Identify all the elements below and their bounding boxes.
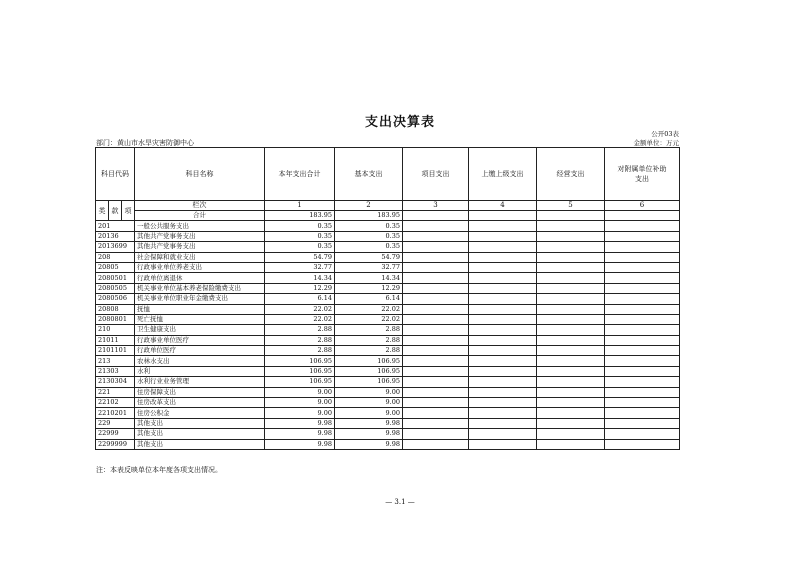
row-basic: 6.14 [335, 294, 403, 304]
table-row [96, 439, 680, 449]
row-code: 2210201 [96, 408, 135, 418]
row-total: 0.35 [265, 221, 335, 231]
row-project [403, 262, 469, 272]
row-total: 2.88 [265, 325, 335, 335]
row-basic: 0.35 [335, 221, 403, 231]
row-code: 21303 [96, 366, 135, 376]
row-total: 0.35 [265, 242, 335, 252]
row-remit [469, 418, 537, 428]
row-total: 22.02 [265, 314, 335, 324]
row-basic: 22.02 [335, 304, 403, 314]
col-code: 科目代码 [96, 148, 135, 201]
row-remit [469, 325, 537, 335]
row-total: 6.14 [265, 294, 335, 304]
col-remit: 上缴上级支出 [469, 148, 537, 201]
col-num-3: 3 [403, 201, 469, 211]
row-basic: 2.88 [335, 325, 403, 335]
row-operate [537, 418, 605, 428]
row-subsidy [605, 314, 680, 324]
row-operate [537, 429, 605, 439]
row-code: 2080501 [96, 273, 135, 283]
row-total: 9.98 [265, 418, 335, 428]
row-basic: 9.98 [335, 439, 403, 449]
table-row [96, 283, 680, 293]
row-remit [469, 252, 537, 262]
row-subsidy [605, 366, 680, 376]
row-code: 208 [96, 252, 135, 262]
row-total: 9.00 [265, 408, 335, 418]
row-basic: 9.00 [335, 408, 403, 418]
row-name: 住房保障支出 [135, 387, 265, 397]
table-row [96, 335, 680, 345]
row-operate [537, 262, 605, 272]
form-number: 公开03表 [651, 130, 679, 138]
row-total: 9.00 [265, 387, 335, 397]
row-subsidy [605, 429, 680, 439]
row-project [403, 439, 469, 449]
row-name: 行政事业单位医疗 [135, 335, 265, 345]
row-project [403, 304, 469, 314]
row-code: 2101101 [96, 346, 135, 356]
row-name: 其他支出 [135, 439, 265, 449]
table-row [96, 346, 680, 356]
row-name: 死亡抚恤 [135, 314, 265, 324]
row-subsidy [605, 346, 680, 356]
row-code: 2130304 [96, 377, 135, 387]
row-project [403, 273, 469, 283]
row-total: 9.98 [265, 439, 335, 449]
row-remit [469, 387, 537, 397]
row-operate [537, 294, 605, 304]
col-name: 科目名称 [135, 148, 265, 201]
expenditure-table [95, 147, 680, 450]
row-name: 抚恤 [135, 304, 265, 314]
row-code: 22999 [96, 429, 135, 439]
table-row [96, 221, 680, 231]
row-project [403, 231, 469, 241]
row-remit [469, 377, 537, 387]
row-operate [537, 408, 605, 418]
row-basic: 12.29 [335, 283, 403, 293]
row-basic: 54.79 [335, 252, 403, 262]
col-operate: 经营支出 [537, 148, 605, 201]
row-project [403, 377, 469, 387]
row-basic: 106.95 [335, 366, 403, 376]
row-operate [537, 273, 605, 283]
row-remit [469, 314, 537, 324]
col-lanci: 栏次 [135, 201, 265, 211]
row-subsidy [605, 294, 680, 304]
row-remit [469, 231, 537, 241]
row-remit [469, 283, 537, 293]
row-project [403, 252, 469, 262]
row-operate [537, 387, 605, 397]
table-row [96, 231, 680, 241]
row-code: 2013699 [96, 242, 135, 252]
row-code: 2080505 [96, 283, 135, 293]
row-remit [469, 408, 537, 418]
row-name: 一般公共服务支出 [135, 221, 265, 231]
row-basic: 9.00 [335, 398, 403, 408]
row-remit [469, 242, 537, 252]
row-name: 卫生健康支出 [135, 325, 265, 335]
total-sum: 183.95 [265, 211, 335, 221]
row-basic: 2.88 [335, 335, 403, 345]
col-xiang: 项 [122, 201, 135, 221]
table-row [96, 398, 680, 408]
row-subsidy [605, 221, 680, 231]
row-name: 行政单位医疗 [135, 346, 265, 356]
row-code: 221 [96, 387, 135, 397]
row-total: 106.95 [265, 377, 335, 387]
table-row [96, 252, 680, 262]
row-name: 行政单位离退休 [135, 273, 265, 283]
row-total: 2.88 [265, 335, 335, 345]
row-subsidy [605, 335, 680, 345]
row-project [403, 242, 469, 252]
row-remit [469, 429, 537, 439]
table-row [96, 314, 680, 324]
row-total: 0.35 [265, 231, 335, 241]
row-operate [537, 346, 605, 356]
table-row [96, 408, 680, 418]
row-code: 2299999 [96, 439, 135, 449]
row-project [403, 294, 469, 304]
row-basic: 2.88 [335, 346, 403, 356]
row-project [403, 408, 469, 418]
row-project [403, 335, 469, 345]
row-project [403, 283, 469, 293]
row-remit [469, 304, 537, 314]
row-name: 住房改革支出 [135, 398, 265, 408]
row-code: 20808 [96, 304, 135, 314]
col-num-4: 4 [469, 201, 537, 211]
col-subsidy: 对附属单位补助支出 [605, 148, 680, 201]
row-subsidy [605, 377, 680, 387]
row-name: 行政事业单位养老支出 [135, 262, 265, 272]
row-remit [469, 366, 537, 376]
row-operate [537, 335, 605, 345]
header-row [96, 148, 680, 201]
row-basic: 14.34 [335, 273, 403, 283]
table-row [96, 418, 680, 428]
row-total: 12.29 [265, 283, 335, 293]
row-operate [537, 439, 605, 449]
row-project [403, 325, 469, 335]
row-name: 其他支出 [135, 418, 265, 428]
total-label: 合计 [135, 211, 265, 221]
table-row [96, 387, 680, 397]
col-num-2: 2 [335, 201, 403, 211]
row-name: 社会保障和就业支出 [135, 252, 265, 262]
row-remit [469, 356, 537, 366]
row-code: 213 [96, 356, 135, 366]
row-subsidy [605, 252, 680, 262]
row-subsidy [605, 325, 680, 335]
row-operate [537, 221, 605, 231]
row-operate [537, 242, 605, 252]
amount-unit-label: 金额单位：万元 [633, 139, 679, 147]
col-num-5: 5 [537, 201, 605, 211]
row-subsidy [605, 356, 680, 366]
row-project [403, 314, 469, 324]
row-subsidy [605, 439, 680, 449]
row-operate [537, 356, 605, 366]
row-name: 农林水支出 [135, 356, 265, 366]
row-total: 54.79 [265, 252, 335, 262]
row-code: 229 [96, 418, 135, 428]
table-row [96, 262, 680, 272]
page-title: 支出决算表 [364, 115, 435, 130]
row-remit [469, 273, 537, 283]
row-operate [537, 398, 605, 408]
row-code: 20136 [96, 231, 135, 241]
row-total: 9.98 [265, 429, 335, 439]
table-row [96, 366, 680, 376]
table-row [96, 377, 680, 387]
row-name: 机关事业单位基本养老保险缴费支出 [135, 283, 265, 293]
table-row [96, 242, 680, 252]
table-row [96, 429, 680, 439]
row-name: 水利行业业务管理 [135, 377, 265, 387]
row-remit [469, 439, 537, 449]
row-basic: 9.00 [335, 387, 403, 397]
row-total: 106.95 [265, 356, 335, 366]
col-basic: 基本支出 [335, 148, 403, 201]
row-name: 住房公积金 [135, 408, 265, 418]
row-basic: 0.35 [335, 231, 403, 241]
row-basic: 9.98 [335, 418, 403, 428]
row-remit [469, 294, 537, 304]
row-code: 201 [96, 221, 135, 231]
row-subsidy [605, 398, 680, 408]
row-operate [537, 377, 605, 387]
row-operate [537, 366, 605, 376]
row-subsidy [605, 262, 680, 272]
row-project [403, 221, 469, 231]
row-subsidy [605, 283, 680, 293]
table-row [96, 325, 680, 335]
basic-sum: 183.95 [335, 211, 403, 221]
total-row [96, 211, 680, 221]
col-num-6: 6 [605, 201, 680, 211]
row-basic: 106.95 [335, 356, 403, 366]
row-project [403, 356, 469, 366]
row-basic: 9.98 [335, 429, 403, 439]
table-row [96, 294, 680, 304]
row-subsidy [605, 304, 680, 314]
row-name: 其他支出 [135, 429, 265, 439]
row-basic: 32.77 [335, 262, 403, 272]
col-lei: 类 [96, 201, 109, 221]
department-label: 部门：黄山市水旱灾害防御中心 [96, 139, 194, 147]
row-total: 9.00 [265, 398, 335, 408]
row-remit [469, 262, 537, 272]
row-total: 2.88 [265, 346, 335, 356]
row-name: 其他共产党事务支出 [135, 242, 265, 252]
col-num-1: 1 [265, 201, 335, 211]
row-code: 20805 [96, 262, 135, 272]
row-code: 210 [96, 325, 135, 335]
row-total: 32.77 [265, 262, 335, 272]
row-name: 机关事业单位职业年金缴费支出 [135, 294, 265, 304]
table-row [96, 273, 680, 283]
row-subsidy [605, 242, 680, 252]
row-remit [469, 346, 537, 356]
row-project [403, 429, 469, 439]
row-project [403, 398, 469, 408]
footnote: 注：本表反映单位本年度各项支出情况。 [96, 466, 222, 474]
row-code: 2080506 [96, 294, 135, 304]
row-operate [537, 231, 605, 241]
col-kuan: 款 [109, 201, 122, 221]
column-number-row [96, 201, 680, 211]
row-basic: 22.02 [335, 314, 403, 324]
row-code: 2080801 [96, 314, 135, 324]
row-total: 14.34 [265, 273, 335, 283]
row-code: 21011 [96, 335, 135, 345]
row-remit [469, 221, 537, 231]
row-operate [537, 325, 605, 335]
row-operate [537, 314, 605, 324]
table-body [96, 221, 680, 450]
page-number: — 3.1 — [385, 498, 415, 506]
row-remit [469, 398, 537, 408]
row-operate [537, 283, 605, 293]
row-total: 22.02 [265, 304, 335, 314]
table-row [96, 304, 680, 314]
row-remit [469, 335, 537, 345]
row-name: 水利 [135, 366, 265, 376]
row-project [403, 387, 469, 397]
row-subsidy [605, 408, 680, 418]
col-total: 本年支出合计 [265, 148, 335, 201]
row-subsidy [605, 231, 680, 241]
row-subsidy [605, 387, 680, 397]
col-project: 项目支出 [403, 148, 469, 201]
row-total: 106.95 [265, 366, 335, 376]
row-project [403, 418, 469, 428]
row-project [403, 346, 469, 356]
table-row [96, 356, 680, 366]
row-basic: 0.35 [335, 242, 403, 252]
row-project [403, 366, 469, 376]
row-operate [537, 304, 605, 314]
row-subsidy [605, 418, 680, 428]
row-name: 其他共产党事务支出 [135, 231, 265, 241]
row-subsidy [605, 273, 680, 283]
row-basic: 106.95 [335, 377, 403, 387]
row-operate [537, 252, 605, 262]
row-code: 22102 [96, 398, 135, 408]
